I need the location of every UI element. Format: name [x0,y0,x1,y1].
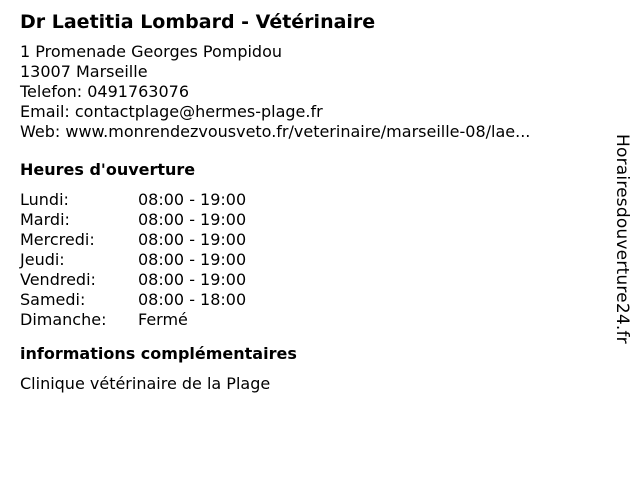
hours-time: 08:00 - 19:00 [138,270,247,289]
hours-row-saturday [20,290,600,310]
hours-time: 08:00 - 19:00 [138,190,247,209]
hours-row-wednesday [20,230,600,250]
address-block [20,42,600,142]
hours-day: Vendredi: [20,270,96,289]
email-line: Email: contactplage@hermes-plage.fr [20,102,323,121]
city-address: 13007 Marseille [20,62,148,81]
hours-row-thursday [20,250,600,270]
opening-hours-heading: Heures d'ouverture [20,160,196,179]
hours-row-friday [20,270,600,290]
hours-day: Mercredi: [20,230,95,249]
hours-day: Dimanche: [20,310,107,329]
business-title: Dr Laetitia Lombard - Vétérinaire [20,11,376,33]
hours-row-sunday [20,310,600,330]
additional-info-text: Clinique vétérinaire de la Plage [20,374,271,393]
hours-day: Lundi: [20,190,69,209]
hours-time: 08:00 - 19:00 [138,230,247,249]
web-line: Web: www.monrendezvousveto.fr/veterinaire/marseille-08/lae... [20,122,531,141]
opening-hours-table [20,190,600,330]
hours-time: Fermé [138,310,188,329]
additional-info-heading: informations complémentaires [20,344,297,363]
hours-time: 08:00 - 19:00 [138,210,247,229]
hours-day: Samedi: [20,290,86,309]
hours-time: 08:00 - 19:00 [138,250,247,269]
street-address: 1 Promenade Georges Pompidou [20,42,282,61]
hours-row-tuesday [20,210,600,230]
business-card [20,8,600,394]
site-watermark: Horairesdouverture24.fr [612,134,632,344]
hours-row-monday [20,190,600,210]
hours-day: Mardi: [20,210,70,229]
phone-line: Telefon: 0491763076 [20,82,190,101]
hours-time: 08:00 - 18:00 [138,290,247,309]
hours-day: Jeudi: [20,250,65,269]
